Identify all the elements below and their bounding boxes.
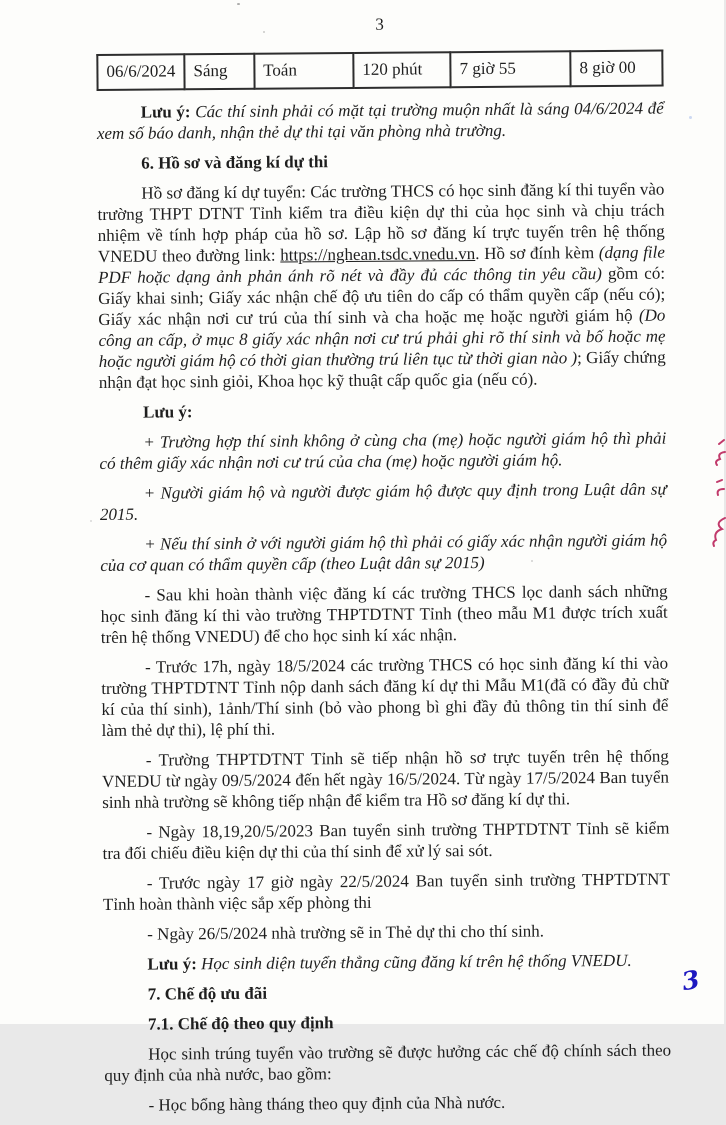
exam-subject-cell: Toán bbox=[254, 53, 353, 89]
section6-paragraph bbox=[97, 179, 666, 393]
section7-heading: 7. Chế độ ưu đãi bbox=[147, 983, 268, 1004]
page-number: 3 bbox=[375, 14, 384, 34]
note-online-registration bbox=[103, 950, 670, 975]
noise-speck bbox=[470, 958, 472, 960]
list-item-scholarship: - Học bổng hàng tháng theo quy định của Nhà nước. bbox=[148, 1092, 506, 1115]
note-attendance-label: Lưu ý: bbox=[140, 102, 191, 122]
list-item-procedure-6: - Ngày 26/5/2024 nhà trường sẽ in Thẻ dự thi cho thí sinh. bbox=[147, 921, 545, 944]
note-label-standalone bbox=[99, 398, 666, 423]
exam-session-cell: Sáng bbox=[184, 54, 254, 90]
noise-speck bbox=[689, 116, 692, 119]
exam-duration-cell: 120 phút bbox=[353, 52, 450, 88]
pen-marks-right-edge bbox=[710, 434, 726, 554]
section7-1-heading: 7.1. Chế độ theo quy định bbox=[147, 1013, 334, 1034]
exam-call-time-cell: 7 giờ 55 bbox=[450, 51, 570, 87]
para-run-3: gồm có: Giấy khai sinh; Giấy xác nhận chế độ ưu tiên do cấp có thẩm quyền cấp (nếu có); Giấy xác nhận nơi cư trú của thí sinh và cha hoặc mẹ hoặc người giám hộ bbox=[98, 263, 666, 329]
para-italic-2: (Do công an cấp, ở mục 8 giấy xác nhận nơi cư trú phải ghi rõ thí sinh và bố hoặc mẹ hoặc người giám hộ có thời gian thường trú liên tục từ thời gian nào ) bbox=[98, 305, 666, 371]
handwritten-page-number-annotation: 3 bbox=[679, 964, 702, 997]
list-item-procedure-3: - Trường THPTDTNT Tỉnh sẽ tiếp nhận hồ sơ trực tuyến trên hệ thống VNEDU từ ngày 09/5/2024 đến hết ngày 16/5/2024. Từ ngày 17/5/2024 Ban tuyển sinh nhà trường sẽ không tiếp nhận để kiểm tra Hồ sơ đăng kí dự thi. bbox=[101, 746, 670, 812]
exam-start-time-cell: 8 giờ 00 bbox=[570, 51, 662, 87]
list-item-guardian-3: + Nếu thí sinh ở với người giám hộ thì phải có giấy xác nhận người giám hộ của cơ quan có thẩm quyền cấp (theo Luật dân sự 2015) bbox=[100, 530, 668, 575]
list-item-procedure-2: - Trước 17h, ngày 18/5/2024 các trường THCS có học sinh đăng kí thi vào trường THPTDTNT Tỉnh nộp danh sách đăng kí dự thi Mẫu M1(đã có đầy đủ chữ kí của thí sinh), 1ảnh/Thí sinh (bỏ vào phong bì ghi đầy đủ thông tin thí sinh để làm thẻ dự thi), lệ phí thi. bbox=[101, 653, 669, 740]
note-attendance bbox=[97, 98, 664, 144]
para-run-4: ; Giấy chứng nhận đạt học sinh giỏi, Khoa học kỹ thuật cấp quốc gia (nếu có). bbox=[98, 347, 666, 392]
list-item-procedure-4: - Ngày 18,19,20/5/2023 Ban tuyển sinh trường THPTDTNT Tỉnh sẽ kiểm tra đối chiếu điều kiện dự thi của thí sinh để xử lý sai sót. bbox=[102, 818, 670, 863]
note-online-text: Học sinh diện tuyển thẳng cũng đăng kí trên hệ thống VNEDU. bbox=[196, 950, 632, 974]
section7-paragraph: Học sinh trúng tuyển vào trường sẽ được hưởng các chế độ chính sách theo quy định của nhà nước, bao gồm: bbox=[104, 1040, 672, 1085]
note-attendance-text: Các thí sinh phải có mặt tại trường muộn nhất là sáng 04/6/2024 để xem số báo danh, nhận thẻ dự thi tại văn phòng nhà trường. bbox=[96, 98, 664, 143]
para-run-1: Hồ sơ đăng kí dự tuyển: Các trường THCS có học sinh đăng kí thi tuyển vào trường THPT DTNT Tỉnh kiểm tra điều kiện dự thi của học sinh và chịu trách nhiệm về tính hợp pháp của hồ sơ. Lập hồ sơ đăng kí trực tuyến trên hệ thống VNEDU theo đường link: bbox=[97, 179, 665, 266]
noise-speck bbox=[193, 997, 195, 999]
section6-heading: 6. Hồ sơ và đăng kí dự thi bbox=[141, 152, 329, 173]
page-content bbox=[96, 12, 672, 1125]
exam-schedule-table bbox=[96, 50, 663, 91]
noise-speck bbox=[531, 560, 533, 562]
list-item-procedure-1: - Sau khi hoàn thành việc đăng kí các trường THCS lọc danh sách những học sinh đăng kí thi vào trường THPTDTNT Tỉnh (theo mẫu M1 được trích xuất trên hệ thống VNEDU) để cho học sinh kí xác nhận. bbox=[100, 581, 668, 647]
list-item-guardian-2: + Người giám hộ và người được giám hộ được quy định trong Luật dân sự 2015. bbox=[99, 479, 667, 524]
noise-speck bbox=[90, 520, 92, 522]
para-run-2: . Hồ sơ đính kèm bbox=[475, 243, 599, 264]
list-item-procedure-5: - Trước ngày 17 giờ ngày 22/5/2024 Ban tuyển sinh trường THPTDTNT Tỉnh hoàn thành việc sắp xếp phòng thi bbox=[102, 869, 670, 914]
note-online-label: Lưu ý: bbox=[147, 954, 197, 974]
list-item-guardian-1: + Trường hợp thí sinh không ở cùng cha (mẹ) hoặc người giám hộ thì phải có thêm giấy xác nhận nơi cư trú của cha (mẹ) hoặc người giám hộ. bbox=[99, 428, 667, 473]
noise-speck bbox=[340, 962, 343, 964]
exam-date-cell: 06/6/2024 bbox=[97, 54, 184, 90]
table-row bbox=[97, 51, 662, 90]
noise-speck bbox=[237, 3, 240, 5]
noise-speck bbox=[263, 31, 265, 33]
note-label: Lưu ý: bbox=[143, 402, 193, 422]
registration-link: https://nghean.tsdc.vnedu.vn bbox=[280, 244, 476, 265]
para-italic-1: (dạng file PDF hoặc dạng ảnh phản ánh rõ nét và đầy đủ các thông tin yêu cầu) bbox=[97, 242, 665, 287]
